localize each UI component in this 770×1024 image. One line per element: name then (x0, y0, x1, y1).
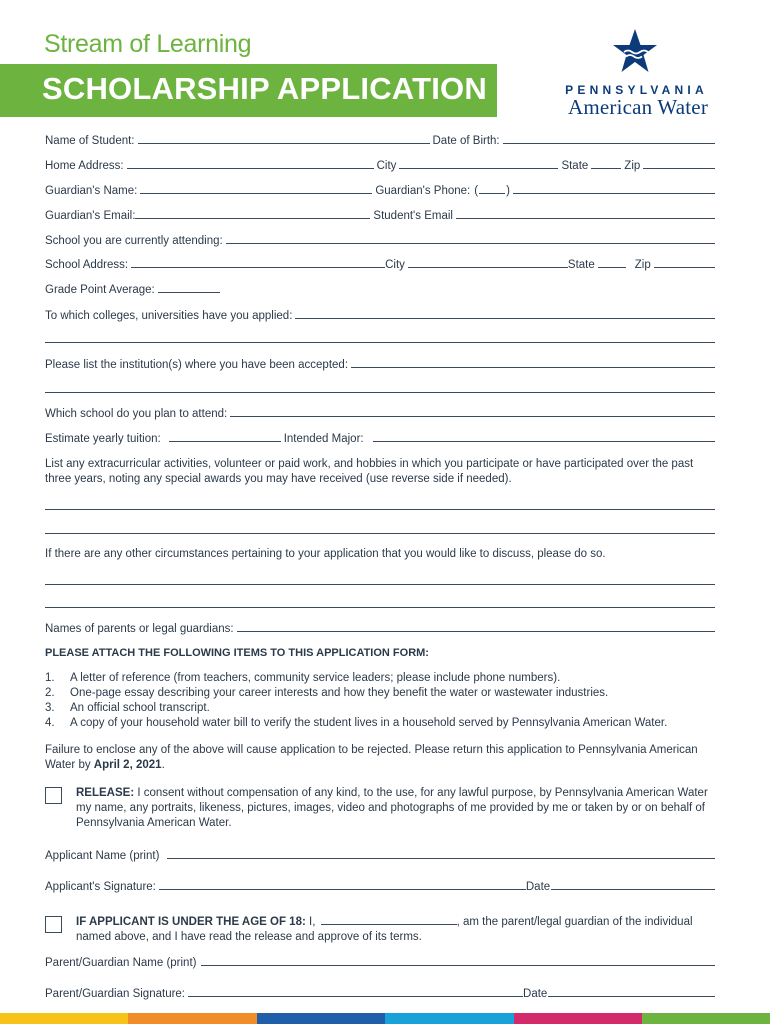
school-address-row (45, 258, 718, 271)
release-body: I consent without compensation of any kind, to the use, for any lawful purpose, by Pennsylvania American Water my name, any portraits, likeness, pictures, images, video and photographs of me provided by me or taken by or on behalf of Pennsylvania American Water. (76, 787, 708, 829)
school-state-label: State (567, 259, 595, 271)
plan-attend-field[interactable] (230, 407, 715, 417)
student-name-label: Name of Student: (45, 135, 135, 147)
bar-segment (128, 1013, 257, 1024)
parent-signature-field[interactable] (188, 987, 523, 997)
failure-text: Failure to enclose any of the above will cause application to be rejected. Please return this application to Pennsylvania American Water by (45, 744, 698, 771)
guardian-row (45, 184, 718, 197)
dob-label: Date of Birth: (432, 135, 500, 147)
home-state-field[interactable] (591, 159, 621, 169)
guardian-phone-field[interactable] (513, 184, 715, 194)
parent-name-label: Parent/Guardian Name (print) (45, 957, 197, 969)
school-address-label: School Address: (45, 259, 129, 271)
home-address-field[interactable] (127, 159, 374, 169)
guardian-name-label: Guardian's Name: (45, 185, 138, 197)
student-email-label: Student's Email (373, 210, 453, 222)
deadline-date: April 2, 2021 (93, 759, 162, 771)
home-state-label: State (561, 160, 589, 172)
activities-field-1[interactable] (45, 500, 715, 510)
gpa-label: Grade Point Average: (45, 284, 155, 296)
applicant-signature-field[interactable] (159, 880, 526, 890)
accepted-label: Please list the institution(s) where you have been accepted: (45, 359, 349, 371)
activities-field-2[interactable] (45, 524, 715, 534)
dob-field[interactable] (503, 134, 715, 144)
minor-consent-checkbox[interactable] (45, 916, 62, 933)
major-label: Intended Major: (283, 433, 364, 445)
minor-label: IF APPLICANT IS UNDER THE AGE OF 18: (76, 916, 306, 928)
major-field[interactable] (373, 432, 715, 442)
bar-segment (0, 1013, 128, 1024)
bottom-color-bar (0, 1013, 770, 1024)
applicant-date-label: Date (525, 881, 551, 893)
guardian-phone-label: Guardian's Phone: (375, 185, 471, 197)
colleges-applied-line-2 (45, 333, 718, 343)
home-city-field[interactable] (399, 159, 558, 169)
guardian-name-field[interactable] (140, 184, 372, 194)
logo-company-text: American Water (567, 95, 709, 119)
applicant-name-label: Applicant Name (print) (45, 850, 160, 862)
parents-names-field[interactable] (237, 622, 715, 632)
colleges-applied-row (45, 309, 718, 322)
school-attending-label: School you are currently attending: (45, 235, 223, 247)
circumstances-prompt: If there are any other circumstances pertaining to your application that you would like to discuss, please do so. (45, 548, 606, 560)
colleges-applied-field[interactable] (295, 309, 715, 319)
parent-date-label: Date (523, 988, 548, 1000)
accepted-field-2[interactable] (45, 383, 715, 393)
parent-signature-row (45, 987, 718, 1000)
parent-date-field[interactable] (548, 987, 715, 997)
tuition-row (45, 432, 718, 445)
circumstances-field-2[interactable] (45, 598, 715, 608)
student-name-field[interactable] (138, 134, 430, 144)
parent-signature-label: Parent/Guardian Signature: (45, 988, 186, 1000)
student-email-field[interactable] (456, 209, 715, 219)
circumstances-line-2 (45, 598, 718, 608)
list-item: 4. A copy of your household water bill to verify the student lives in a household served by Pennsylvania American Water. (45, 717, 668, 729)
attach-list (45, 671, 667, 731)
bar-segment (514, 1013, 642, 1024)
tagline: Stream of Learning (44, 30, 252, 58)
activities-line-2 (45, 524, 718, 534)
activities-line-1 (45, 500, 718, 510)
accepted-line-2 (45, 383, 718, 393)
accepted-row (45, 358, 718, 371)
minor-body: , am the parent/legal guardian of the individual named above, and I have read the release and approve of its terms. (76, 916, 693, 943)
attach-heading: PLEASE ATTACH THE FOLLOWING ITEMS TO THIS APPLICATION FORM: (45, 647, 429, 659)
logo-state-text: PENNSYLVANIA (565, 83, 708, 97)
school-zip-field[interactable] (654, 258, 715, 268)
home-address-label: Home Address: (45, 160, 124, 172)
plan-attend-label: Which school do you plan to attend: (45, 408, 228, 420)
minor-prefix: I, (309, 916, 316, 928)
plan-attend-row (45, 407, 718, 420)
list-item: 1. A letter of reference (from teachers, community service leaders; please include phone numbers). (45, 672, 561, 684)
parents-names-row (45, 622, 718, 635)
applicant-signature-label: Applicant's Signature: (45, 881, 156, 893)
home-city-label: City (376, 160, 397, 172)
accepted-field[interactable] (351, 358, 715, 368)
school-city-field[interactable] (408, 258, 568, 268)
parents-names-label: Names of parents or legal guardians: (45, 623, 234, 635)
parent-name-row (45, 956, 718, 969)
failure-notice (45, 743, 720, 773)
home-zip-label: Zip (624, 160, 641, 172)
applicant-name-row (45, 849, 718, 862)
activities-prompt: List any extracurricular activities, volunteer or paid work, and hobbies in which you participate or have participated over the past three years, noting any special awards you may have received (use reverse side if needed). (45, 458, 694, 485)
release-text (76, 786, 720, 831)
school-attending-row (45, 234, 718, 247)
school-state-field[interactable] (598, 258, 626, 268)
minor-consent-text (76, 915, 720, 945)
release-checkbox[interactable] (45, 787, 62, 804)
release-label: RELEASE: (76, 787, 135, 799)
email-row (45, 209, 718, 222)
bar-segment (257, 1013, 385, 1024)
applicant-date-field[interactable] (551, 880, 715, 890)
applicant-signature-row (45, 880, 718, 893)
star-logo-icon (611, 28, 659, 76)
home-address-row (45, 159, 718, 172)
colleges-applied-label: To which colleges, universities have you applied: (45, 310, 293, 322)
guardian-email-label: Guardian's Email: (45, 210, 136, 222)
bar-segment (642, 1013, 770, 1024)
tuition-field[interactable] (169, 432, 281, 442)
list-item: 2. One-page essay describing your career interests and how they benefit the water or wastewater industries. (45, 687, 609, 699)
phone-open-paren: ( (474, 185, 479, 197)
guardian-name-inline-field[interactable] (321, 915, 457, 925)
circumstances-field-1[interactable] (45, 575, 715, 585)
deadline-period: . (161, 759, 165, 771)
guardian-area-code-field[interactable] (479, 184, 505, 194)
circumstances-line-1 (45, 575, 718, 585)
school-address-field[interactable] (131, 258, 385, 268)
gpa-row (45, 283, 718, 296)
school-city-label: City (385, 259, 405, 271)
school-attending-field[interactable] (226, 234, 715, 244)
list-item: 3. An official school transcript. (45, 702, 210, 714)
parent-name-field[interactable] (201, 956, 715, 966)
gpa-field[interactable] (158, 283, 220, 293)
phone-close-paren: ) (506, 185, 510, 197)
home-zip-field[interactable] (643, 159, 715, 169)
tuition-label: Estimate yearly tuition: (45, 433, 161, 445)
bar-segment (385, 1013, 514, 1024)
student-name-row (45, 134, 718, 147)
applicant-name-field[interactable] (167, 849, 715, 859)
colleges-applied-field-2[interactable] (45, 333, 715, 343)
school-zip-label: Zip (634, 259, 651, 271)
guardian-email-field[interactable] (135, 209, 370, 219)
page-title: SCHOLARSHIP APPLICATION (42, 71, 487, 106)
